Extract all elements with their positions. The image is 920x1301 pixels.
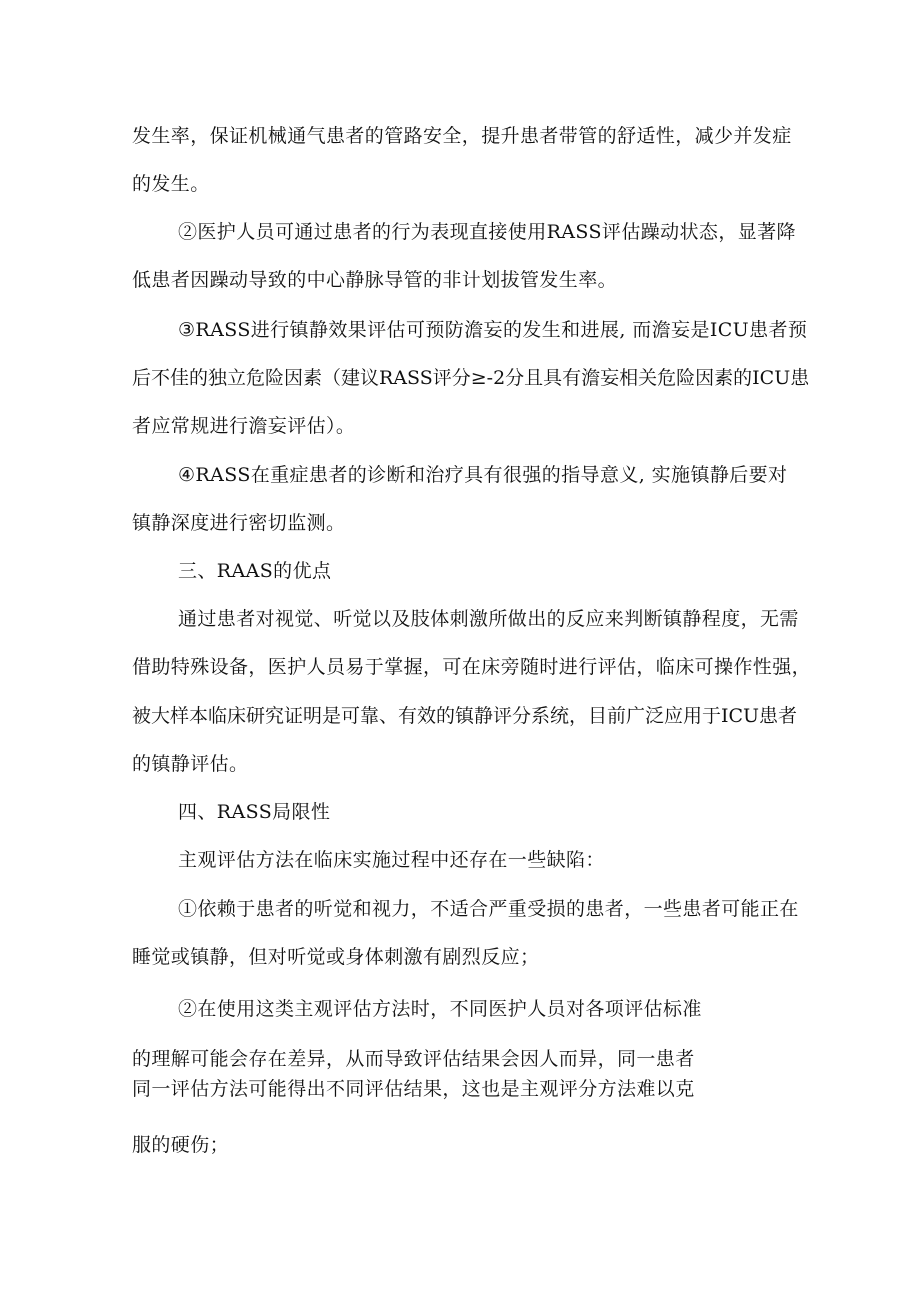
paragraph-8-line-2: 的理解可能会存在差异，从而导致评估结果会因人而异，同一患者 (132, 1048, 695, 1070)
section-heading-limitations: 四、RASS局限性 (178, 801, 331, 823)
paragraph-7-line-1: ①依赖于患者的听觉和视力，不适合严重受损的患者，一些患者可能正在 (178, 898, 799, 920)
paragraph-5-line-2: 借助特殊设备，医护人员易于掌握，可在床旁随时进行评估，临床可操作性强， (132, 656, 812, 678)
paragraph-4-line-1: ④RASS在重症患者的诊断和治疗具有很强的指导意义, 实施镇静后要对 (178, 464, 788, 486)
paragraph-3-line-2: 后不佳的独立危险因素（建议RASS评分≥-2分且具有澹妄相关危险因素的ICU患 (132, 367, 810, 389)
paragraph-4-line-2: 镇静深度进行密切监测。 (132, 512, 346, 534)
paragraph-1-line-2: 的发生。 (132, 173, 210, 195)
paragraph-8-line-3: 同一评估方法可能得出不同评估结果，这也是主观评分方法难以克 (132, 1078, 695, 1100)
paragraph-1-line-1: 发生率，保证机械通气患者的管路安全，提升患者带管的舒适性，减少并发症 (132, 125, 792, 147)
paragraph-3-line-3: 者应常规进行澹妄评估）。 (132, 415, 356, 437)
paragraph-5-line-4: 的镇静评估。 (132, 753, 249, 775)
section-heading-advantages: 三、RAAS的优点 (178, 560, 332, 582)
paragraph-8-line-1: ②在使用这类主观评估方法时，不同医护人员对各项评估标准 (178, 998, 702, 1020)
paragraph-8-line-4: 服的硬伤； (132, 1134, 230, 1156)
paragraph-5-line-3: 被大样本临床研究证明是可靠、有效的镇静评分系统，目前广泛应用于ICU患者 (132, 705, 798, 727)
paragraph-2-line-1: ②医护人员可通过患者的行为表现直接使用RASS评估躁动状态，显著降 (178, 221, 796, 243)
paragraph-7-line-2: 睡觉或镇静，但对听觉或身体刺激有剧烈反应； (132, 946, 540, 968)
paragraph-6-line-1: 主观评估方法在临床实施过程中还存在一些缺陷： (178, 849, 605, 871)
paragraph-2-line-2: 低患者因躁动导致的中心静脉导管的非计划拔管发生率。 (132, 269, 618, 291)
paragraph-3-line-1: ③RASS进行镇静效果评估可预防澹妄的发生和进展, 而澹妄是ICU患者预 (178, 319, 808, 341)
paragraph-5-line-1: 通过患者对视觉、听觉以及肢体刺激所做出的反应来判断镇静程度，无需 (178, 608, 799, 630)
